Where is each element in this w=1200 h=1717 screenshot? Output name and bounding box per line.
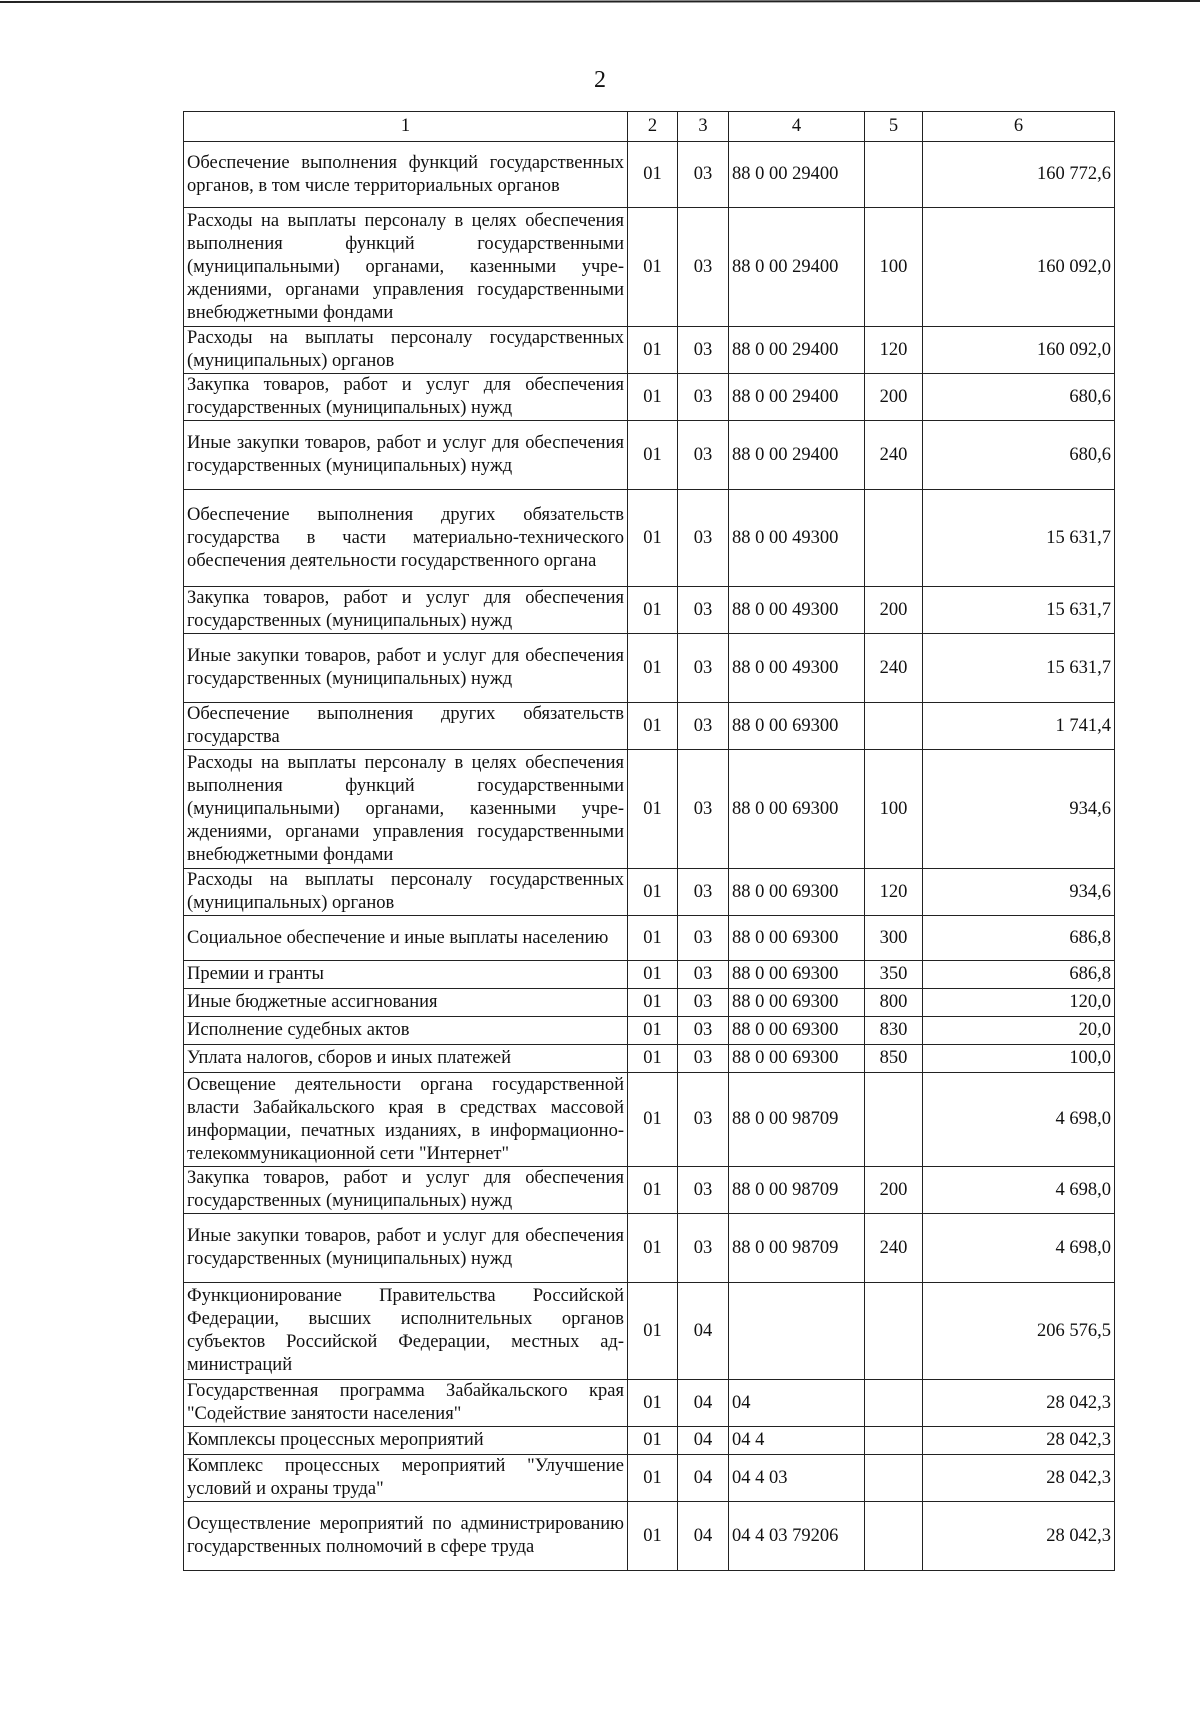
row-target-cell: 88 0 00 98709 <box>729 1167 865 1214</box>
row-target-cell: 88 0 00 49300 <box>729 634 865 703</box>
row-expense-type-cell: 350 <box>865 961 923 989</box>
row-name-cell: Иные закупки товаров, работ и услуг для обеспечения государственных (муниципальных) нужд <box>184 1214 628 1283</box>
row-target-cell: 88 0 00 69300 <box>729 989 865 1017</box>
row-expense-type-cell: 240 <box>865 1214 923 1283</box>
row-expense-type-cell: 300 <box>865 916 923 961</box>
table-row <box>184 1073 1115 1167</box>
row-expense-type-cell <box>865 1502 923 1571</box>
row-expense-type-cell <box>865 1283 923 1380</box>
col-header-name: 1 <box>184 112 628 142</box>
row-section-cell: 01 <box>628 327 678 374</box>
row-target-cell: 88 0 00 69300 <box>729 1045 865 1073</box>
row-expense-type-cell: 200 <box>865 374 923 421</box>
row-name-cell: Расходы на выплаты персоналу в целях обеспечения выполнения функций государственными (муниципальными) органами, казенными учреждениями, органами управления государственными внебюджетными фондами <box>184 208 628 327</box>
row-name-cell: Уплата налогов, сборов и иных платежей <box>184 1045 628 1073</box>
row-name-cell: Премии и гранты <box>184 961 628 989</box>
row-section-cell: 01 <box>628 1167 678 1214</box>
row-subsection-cell: 04 <box>678 1502 729 1571</box>
row-subsection-cell: 03 <box>678 916 729 961</box>
page-number: 2 <box>594 67 606 93</box>
row-subsection-cell: 03 <box>678 750 729 869</box>
row-name-cell: Освещение деятельности органа государственной власти Забайкальского края в средствах массовой информации, печатных изданиях, в информационно-телекоммуникационной сети "Интернет" <box>184 1073 628 1167</box>
row-expense-type-cell <box>865 1427 923 1455</box>
row-subsection-cell: 03 <box>678 1214 729 1283</box>
row-expense-type-cell: 120 <box>865 327 923 374</box>
row-name-cell: Комплекс процессных мероприятий "Улучшение условий и охраны труда" <box>184 1455 628 1502</box>
table-row <box>184 421 1115 490</box>
row-target-cell: 04 4 03 79206 <box>729 1502 865 1571</box>
row-section-cell: 01 <box>628 1214 678 1283</box>
row-name-cell: Комплексы процессных мероприятий <box>184 1427 628 1455</box>
table-row <box>184 869 1115 916</box>
table-row <box>184 1380 1115 1427</box>
row-subsection-cell: 03 <box>678 1045 729 1073</box>
row-section-cell: 01 <box>628 1427 678 1455</box>
row-expense-type-cell <box>865 1455 923 1502</box>
table-row <box>184 1017 1115 1045</box>
row-sum-cell: 4 698,0 <box>923 1073 1115 1167</box>
row-expense-type-cell: 200 <box>865 1167 923 1214</box>
row-section-cell: 01 <box>628 1455 678 1502</box>
row-name-cell: Расходы на выплаты персоналу государственных (муниципальных) органов <box>184 869 628 916</box>
row-name-cell: Исполнение судебных актов <box>184 1017 628 1045</box>
row-section-cell: 01 <box>628 1017 678 1045</box>
row-sum-cell: 100,0 <box>923 1045 1115 1073</box>
table-row <box>184 703 1115 750</box>
row-subsection-cell: 03 <box>678 703 729 750</box>
row-sum-cell: 1 741,4 <box>923 703 1115 750</box>
row-section-cell: 01 <box>628 587 678 634</box>
row-section-cell: 01 <box>628 208 678 327</box>
table-row <box>184 490 1115 587</box>
row-section-cell: 01 <box>628 1380 678 1427</box>
row-sum-cell: 15 631,7 <box>923 634 1115 703</box>
row-section-cell: 01 <box>628 750 678 869</box>
row-subsection-cell: 03 <box>678 1017 729 1045</box>
row-target-cell: 88 0 00 29400 <box>729 142 865 208</box>
row-section-cell: 01 <box>628 1283 678 1380</box>
row-section-cell: 01 <box>628 142 678 208</box>
row-subsection-cell: 03 <box>678 421 729 490</box>
col-header-sum: 6 <box>923 112 1115 142</box>
row-section-cell: 01 <box>628 490 678 587</box>
row-sum-cell: 686,8 <box>923 916 1115 961</box>
table-row <box>184 1045 1115 1073</box>
row-sum-cell: 934,6 <box>923 750 1115 869</box>
row-section-cell: 01 <box>628 916 678 961</box>
table-row <box>184 1427 1115 1455</box>
row-expense-type-cell <box>865 1073 923 1167</box>
row-sum-cell: 15 631,7 <box>923 490 1115 587</box>
header-row <box>184 112 1115 142</box>
row-expense-type-cell: 800 <box>865 989 923 1017</box>
row-subsection-cell: 04 <box>678 1427 729 1455</box>
row-section-cell: 01 <box>628 634 678 703</box>
row-expense-type-cell: 100 <box>865 750 923 869</box>
table-row <box>184 1283 1115 1380</box>
row-target-cell: 04 4 03 <box>729 1455 865 1502</box>
row-sum-cell: 28 042,3 <box>923 1455 1115 1502</box>
col-header-section: 2 <box>628 112 678 142</box>
row-expense-type-cell: 120 <box>865 869 923 916</box>
table-row <box>184 1214 1115 1283</box>
row-sum-cell: 28 042,3 <box>923 1380 1115 1427</box>
row-target-cell: 88 0 00 69300 <box>729 869 865 916</box>
row-target-cell: 88 0 00 29400 <box>729 374 865 421</box>
row-section-cell: 01 <box>628 1502 678 1571</box>
table-row <box>184 142 1115 208</box>
row-name-cell: Иные закупки товаров, работ и услуг для обеспечения государственных (муниципальных) нужд <box>184 421 628 490</box>
table-row <box>184 989 1115 1017</box>
table-row <box>184 1502 1115 1571</box>
row-sum-cell: 28 042,3 <box>923 1427 1115 1455</box>
row-target-cell: 04 <box>729 1380 865 1427</box>
row-sum-cell: 934,6 <box>923 869 1115 916</box>
row-subsection-cell: 03 <box>678 961 729 989</box>
row-name-cell: Осуществление мероприятий по администрированию государственных полномочий в сфере труда <box>184 1502 628 1571</box>
table-row <box>184 916 1115 961</box>
table-row <box>184 1167 1115 1214</box>
row-target-cell <box>729 1283 865 1380</box>
row-sum-cell: 160 092,0 <box>923 327 1115 374</box>
row-subsection-cell: 03 <box>678 587 729 634</box>
row-section-cell: 01 <box>628 703 678 750</box>
table-row <box>184 587 1115 634</box>
row-name-cell: Закупка товаров, работ и услуг для обеспечения государственных (муниципальных) нужд <box>184 587 628 634</box>
row-name-cell: Расходы на выплаты персоналу в целях обеспечения выполнения функций государственными (муниципальными) органами, казенными учреждениями, органами управления государственными внебюджетными фондами <box>184 750 628 869</box>
row-expense-type-cell <box>865 490 923 587</box>
row-sum-cell: 4 698,0 <box>923 1167 1115 1214</box>
row-expense-type-cell <box>865 142 923 208</box>
col-header-subsection: 3 <box>678 112 729 142</box>
table-row <box>184 634 1115 703</box>
row-name-cell: Иные бюджетные ассигнования <box>184 989 628 1017</box>
table-row <box>184 750 1115 869</box>
row-subsection-cell: 03 <box>678 869 729 916</box>
row-name-cell: Расходы на выплаты персоналу государственных (муниципальных) органов <box>184 327 628 374</box>
budget-table <box>183 111 1115 1571</box>
row-subsection-cell: 03 <box>678 490 729 587</box>
row-subsection-cell: 04 <box>678 1380 729 1427</box>
row-sum-cell: 680,6 <box>923 421 1115 490</box>
row-target-cell: 88 0 00 49300 <box>729 587 865 634</box>
row-subsection-cell: 03 <box>678 1167 729 1214</box>
table-row <box>184 1455 1115 1502</box>
row-sum-cell: 120,0 <box>923 989 1115 1017</box>
row-name-cell: Иные закупки товаров, работ и услуг для обеспечения государственных (муниципальных) нужд <box>184 634 628 703</box>
row-expense-type-cell: 240 <box>865 634 923 703</box>
table-row <box>184 208 1115 327</box>
row-sum-cell: 160 772,6 <box>923 142 1115 208</box>
row-target-cell: 88 0 00 69300 <box>729 916 865 961</box>
row-subsection-cell: 03 <box>678 327 729 374</box>
row-subsection-cell: 04 <box>678 1455 729 1502</box>
row-section-cell: 01 <box>628 961 678 989</box>
row-sum-cell: 15 631,7 <box>923 587 1115 634</box>
row-subsection-cell: 03 <box>678 208 729 327</box>
row-subsection-cell: 03 <box>678 142 729 208</box>
row-target-cell: 88 0 00 29400 <box>729 327 865 374</box>
row-sum-cell: 686,8 <box>923 961 1115 989</box>
row-name-cell: Закупка товаров, работ и услуг для обеспечения государственных (муниципальных) нужд <box>184 1167 628 1214</box>
row-subsection-cell: 04 <box>678 1283 729 1380</box>
row-expense-type-cell: 100 <box>865 208 923 327</box>
table-body <box>184 142 1115 1571</box>
row-subsection-cell: 03 <box>678 634 729 703</box>
row-expense-type-cell: 850 <box>865 1045 923 1073</box>
row-subsection-cell: 03 <box>678 1073 729 1167</box>
row-target-cell: 04 4 <box>729 1427 865 1455</box>
row-target-cell: 88 0 00 69300 <box>729 961 865 989</box>
table-header <box>184 112 1115 142</box>
row-section-cell: 01 <box>628 1045 678 1073</box>
row-expense-type-cell: 240 <box>865 421 923 490</box>
row-subsection-cell: 03 <box>678 989 729 1017</box>
row-name-cell: Функционирование Правительства Российской Федерации, высших исполнительных органов субъектов Российской Федерации, местных администраций <box>184 1283 628 1380</box>
row-expense-type-cell <box>865 703 923 750</box>
row-target-cell: 88 0 00 69300 <box>729 703 865 750</box>
row-section-cell: 01 <box>628 421 678 490</box>
row-sum-cell: 160 092,0 <box>923 208 1115 327</box>
row-name-cell: Обеспечение выполнения других обязательств государства в части материально-технического обеспечения деятельности государственного органа <box>184 490 628 587</box>
col-header-target: 4 <box>729 112 865 142</box>
row-name-cell: Обеспечение выполнения функций государственных органов, в том числе территориальных органов <box>184 142 628 208</box>
row-sum-cell: 20,0 <box>923 1017 1115 1045</box>
row-section-cell: 01 <box>628 374 678 421</box>
row-section-cell: 01 <box>628 989 678 1017</box>
row-target-cell: 88 0 00 69300 <box>729 1017 865 1045</box>
row-name-cell: Обеспечение выполнения других обязательств государства <box>184 703 628 750</box>
row-target-cell: 88 0 00 98709 <box>729 1073 865 1167</box>
row-sum-cell: 4 698,0 <box>923 1214 1115 1283</box>
row-section-cell: 01 <box>628 1073 678 1167</box>
row-sum-cell: 206 576,5 <box>923 1283 1115 1380</box>
row-target-cell: 88 0 00 49300 <box>729 490 865 587</box>
row-sum-cell: 28 042,3 <box>923 1502 1115 1571</box>
row-subsection-cell: 03 <box>678 374 729 421</box>
row-name-cell: Государственная программа Забайкальского края "Содействие занятости населения" <box>184 1380 628 1427</box>
row-name-cell: Социальное обеспечение и иные выплаты населению <box>184 916 628 961</box>
row-expense-type-cell: 830 <box>865 1017 923 1045</box>
row-target-cell: 88 0 00 98709 <box>729 1214 865 1283</box>
table-row <box>184 374 1115 421</box>
row-name-cell: Закупка товаров, работ и услуг для обеспечения государственных (муниципальных) нужд <box>184 374 628 421</box>
row-target-cell: 88 0 00 69300 <box>729 750 865 869</box>
table-row <box>184 327 1115 374</box>
row-target-cell: 88 0 00 29400 <box>729 421 865 490</box>
col-header-expense-type: 5 <box>865 112 923 142</box>
row-target-cell: 88 0 00 29400 <box>729 208 865 327</box>
row-expense-type-cell <box>865 1380 923 1427</box>
row-section-cell: 01 <box>628 869 678 916</box>
table-row <box>184 961 1115 989</box>
row-sum-cell: 680,6 <box>923 374 1115 421</box>
row-expense-type-cell: 200 <box>865 587 923 634</box>
